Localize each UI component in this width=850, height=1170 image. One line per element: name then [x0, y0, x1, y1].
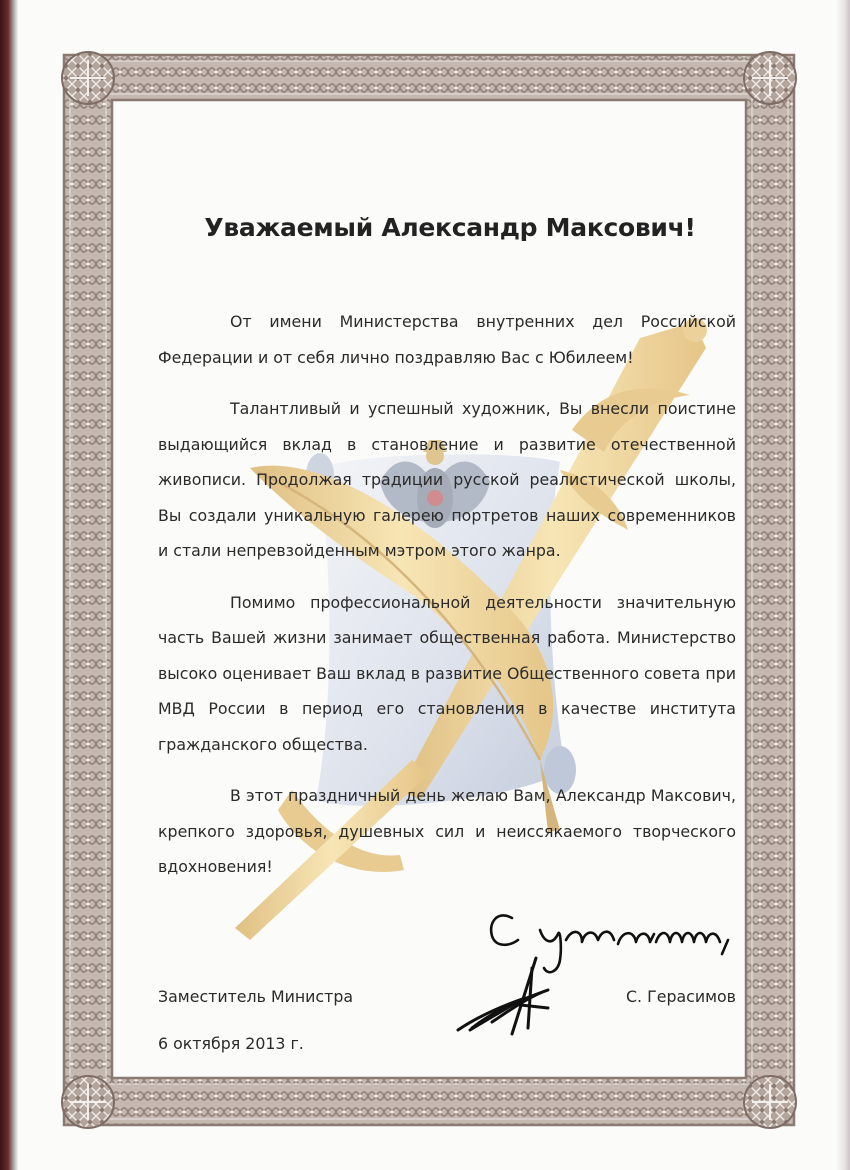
signer-name: С. Герасимов	[626, 987, 736, 1006]
signer-position: Заместитель Министра	[158, 987, 354, 1006]
body-paragraph: От имени Министерства внутренних дел Российской Федерации и от себя лично поздравляю Вас с Юбилеем!	[158, 312, 736, 367]
body-paragraph: Помимо профессиональной деятельности значительную часть Вашей жизни занимает общественная работа. Министерство высоко оценивает Ваш вклад в развитие Общественного совета при МВД России в период его становления в качестве института гражданского общества.	[158, 592, 736, 754]
letter-salutation: Уважаемый Александр Максович!	[204, 213, 696, 242]
body-paragraph: В этот праздничный день желаю Вам, Александр Максович, крепкого здоровья, душевных сил и неиссякаемого творческого вдохновения!	[158, 786, 736, 876]
letter-date: 6 октября 2013 г.	[158, 1034, 304, 1053]
body-paragraph: Талантливый и успешный художник, Вы внесли поистине выдающийся вклад в становление и развитие отечественной живописи. Продолжая традиции русской реалистической школы, Вы создали уникальную галерею портретов наших современников и стали непревзойденным мэтром этого жанра.	[158, 399, 736, 560]
signature-icon	[458, 958, 548, 1034]
